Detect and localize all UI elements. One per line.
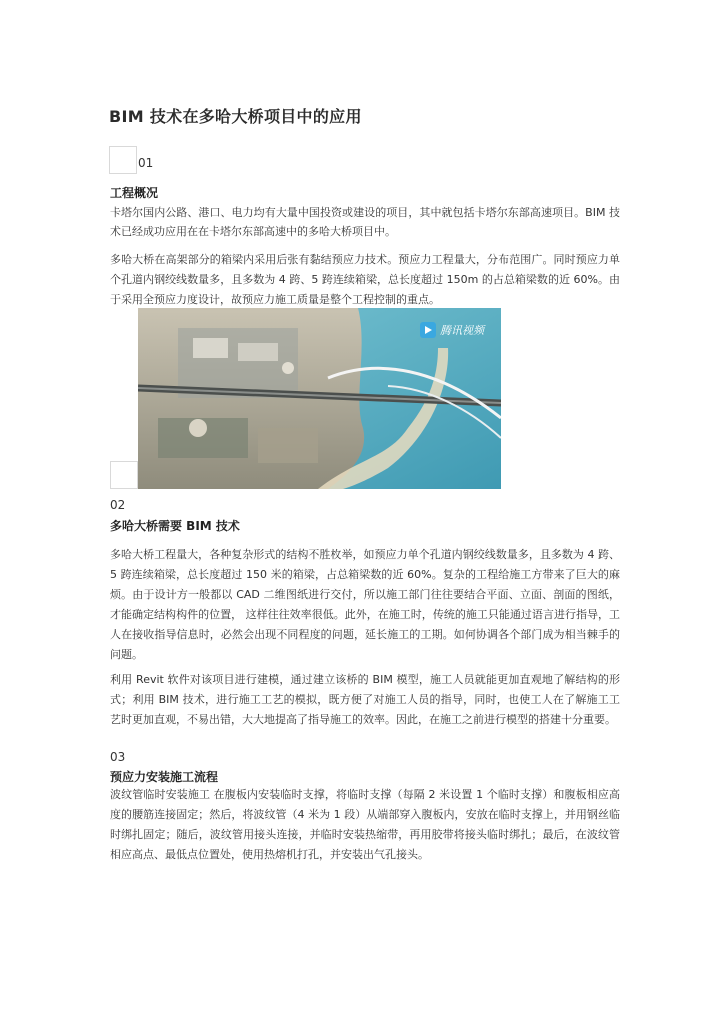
aerial-bridge-photo: [138, 308, 501, 489]
paragraph: 多哈大桥在高架部分的箱梁内采用后张有黏结预应力技术。预应力工程量大，分布范围广。同时预应力单个孔道内钢绞线数量多，且多数为 4 跨、5 跨连续箱梁，总长度超过 150m 的占总箱梁数的近 60%。由于采用全预应力度设计，故预应力施工质量是整个工程控制的重点。: [110, 253, 620, 306]
video-watermark: 腾讯视频: [440, 324, 484, 337]
section-heading: 多哈大桥需要 BIM 技术: [110, 519, 240, 533]
section-number: 02: [110, 498, 126, 512]
section-heading: 预应力安装施工流程: [110, 770, 219, 784]
paragraph: 波纹管临时安装施工 在腹板内安装临时支撑，将临时支撑（每隔 2 米设置 1 个临时支撑）和腹板相应高度的腰筋连接固定；然后，将波纹管（4 米为 1 段）从端部穿入腹板内，安放在临时支撑上，并用钢丝临时绑扎固定；随后，波纹管用接头连接，并临时安装热缩带，再用胶带将接头临时绑扎；最后，在波纹管相应高点、最低点位置处，使用热熔机打孔，并安装出气孔接头。: [110, 788, 620, 861]
paragraph: 多哈大桥工程量大，各种复杂形式的结构不胜枚举，如预应力单个孔道内钢绞线数量多，且多数为 4 跨、5 跨连续箱梁，总长度超过 150 米的箱梁，占总箱梁数的近 60%。复杂的工程给施工方带来了巨大的麻烦。由于设计方一般都以 CAD 二维图纸进行交付，所以施工部门往往要结合平面、立面、剖面的图纸，才能确定结构构件的位置， 这样往往效率很低。此外，在施工时，传统的施工只能通过语言进行指导，工人在接收指导信息时，必然会出现不同程度的问题，延长施工的工期。如何协调各个部门成为相当棘手的问题。: [110, 548, 620, 661]
paragraph: 卡塔尔国内公路、港口、电力均有大量中国投资或建设的项目，其中就包括卡塔尔东部高速项目。BIM 技术已经成功应用在在卡塔尔东部高速中的多哈大桥项目中。: [110, 206, 620, 238]
paragraph: 利用 Revit 软件对该项目进行建模，通过建立该桥的 BIM 模型，施工人员就能更加直观地了解结构的形式；利用 BIM 技术，进行施工工艺的模拟，既方便了对施工人员的指导，同时，也使工人在了解施工工艺时更加直观，不易出错，大大地提高了指导施工的效率。因此，在施工之前进行模型的搭建十分重要。: [110, 673, 620, 726]
section-number: 03: [110, 750, 126, 764]
section-number: 01: [138, 156, 154, 170]
image-placeholder: [109, 146, 137, 174]
image-placeholder: [110, 461, 138, 489]
section-heading: 工程概况: [110, 186, 159, 200]
page-title: BIM 技术在多哈大桥项目中的应用: [109, 107, 362, 126]
